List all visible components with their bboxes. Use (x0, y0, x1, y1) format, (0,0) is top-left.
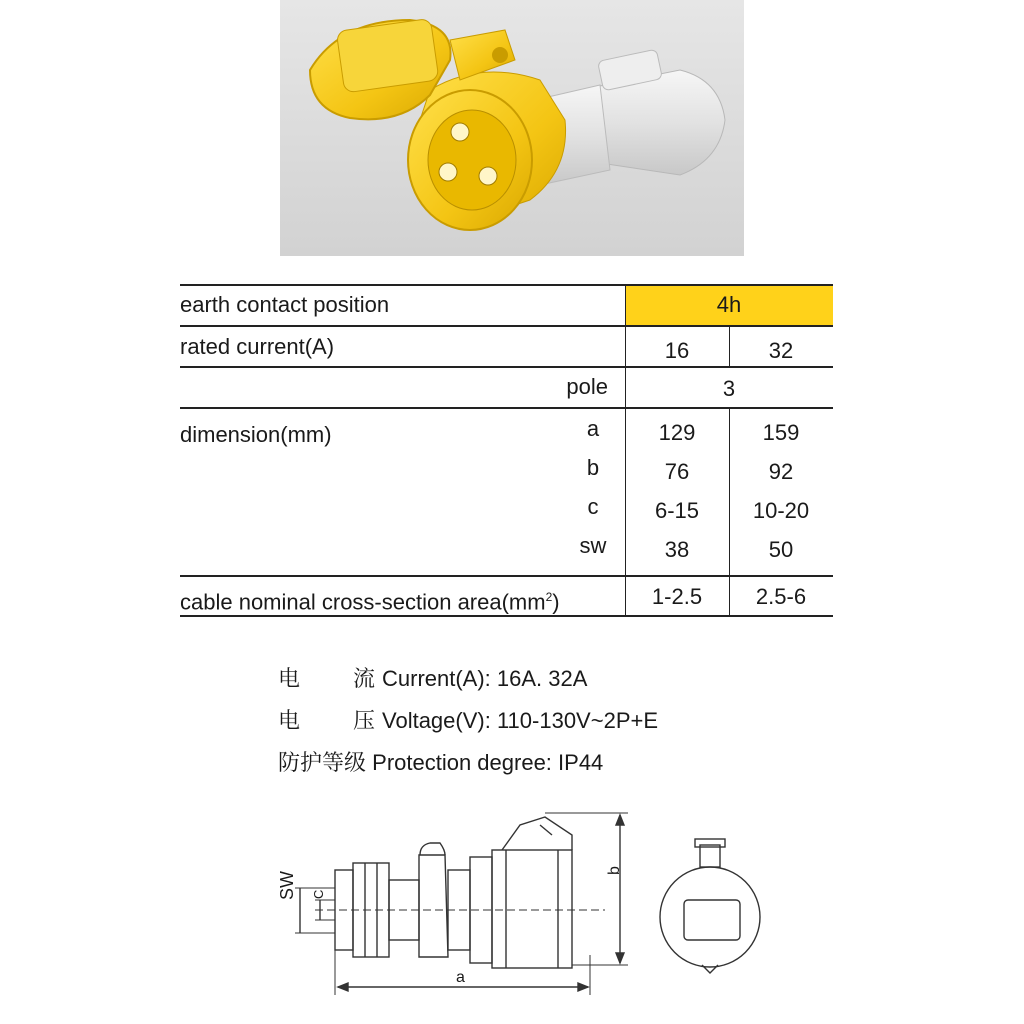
rated-current-label: rated current(A) (180, 334, 335, 359)
table-rule (180, 575, 833, 577)
dimension-key-c: c (587, 494, 599, 519)
dimension-sw-32: 50 (768, 537, 794, 562)
dimension-a-16: 129 (658, 420, 696, 445)
cable-area-label (180, 584, 560, 615)
spec-table (180, 284, 833, 617)
dimension-key-b: b (586, 455, 600, 480)
drawing-label-a: a (456, 969, 465, 986)
current-cn-2: 流 (353, 666, 376, 691)
technical-drawing (270, 805, 790, 1005)
earth-contact-label: earth contact position (180, 292, 390, 317)
cable-area-close: ) (552, 589, 560, 615)
rated-current-32: 32 (768, 338, 794, 363)
table-rule (180, 325, 833, 327)
protection-text: Protection degree: IP44 (372, 750, 604, 775)
dimension-a-32: 159 (762, 420, 800, 445)
table-rule (180, 407, 833, 409)
protection-cn: 防护等级 (278, 750, 367, 775)
dimension-label: dimension(mm) (180, 422, 332, 447)
dimension-b-16: 76 (664, 459, 690, 484)
rated-current-16: 16 (664, 338, 690, 363)
current-text: Current(A): 16A. 32A (382, 666, 588, 691)
cable-area-32: 2.5-6 (755, 584, 807, 609)
table-rule (180, 284, 833, 286)
dimension-key-a: a (586, 416, 600, 441)
pole-label: pole (566, 374, 608, 399)
dimension-b-32: 92 (768, 459, 794, 484)
dimension-key-sw: sw (579, 533, 607, 558)
dimension-c-16: 6-15 (654, 498, 700, 523)
product-photo (280, 0, 744, 256)
cable-area-text: cable nominal cross-section area(mm (180, 589, 546, 615)
cable-area-superscript: 2 (545, 590, 553, 604)
protection-line (278, 750, 658, 776)
earth-contact-value: 4h (716, 292, 742, 317)
pole-value: 3 (722, 376, 736, 401)
voltage-cn-1: 电 (278, 708, 301, 733)
dimension-sw-16: 38 (664, 537, 690, 562)
table-rule (180, 366, 833, 368)
dimension-c-32: 10-20 (752, 498, 810, 523)
cable-area-16: 1-2.5 (651, 584, 703, 609)
drawing-label-c: C (311, 889, 326, 899)
drawing-front-view (660, 867, 760, 967)
drawing-label-b: b (606, 866, 623, 875)
table-divider (625, 284, 626, 617)
voltage-text: Voltage(V): 110-130V~2P+E (382, 708, 659, 733)
voltage-cn-2: 压 (353, 708, 376, 733)
drawing-label-sw: SW (277, 871, 297, 900)
current-cn-1: 电 (278, 666, 301, 691)
